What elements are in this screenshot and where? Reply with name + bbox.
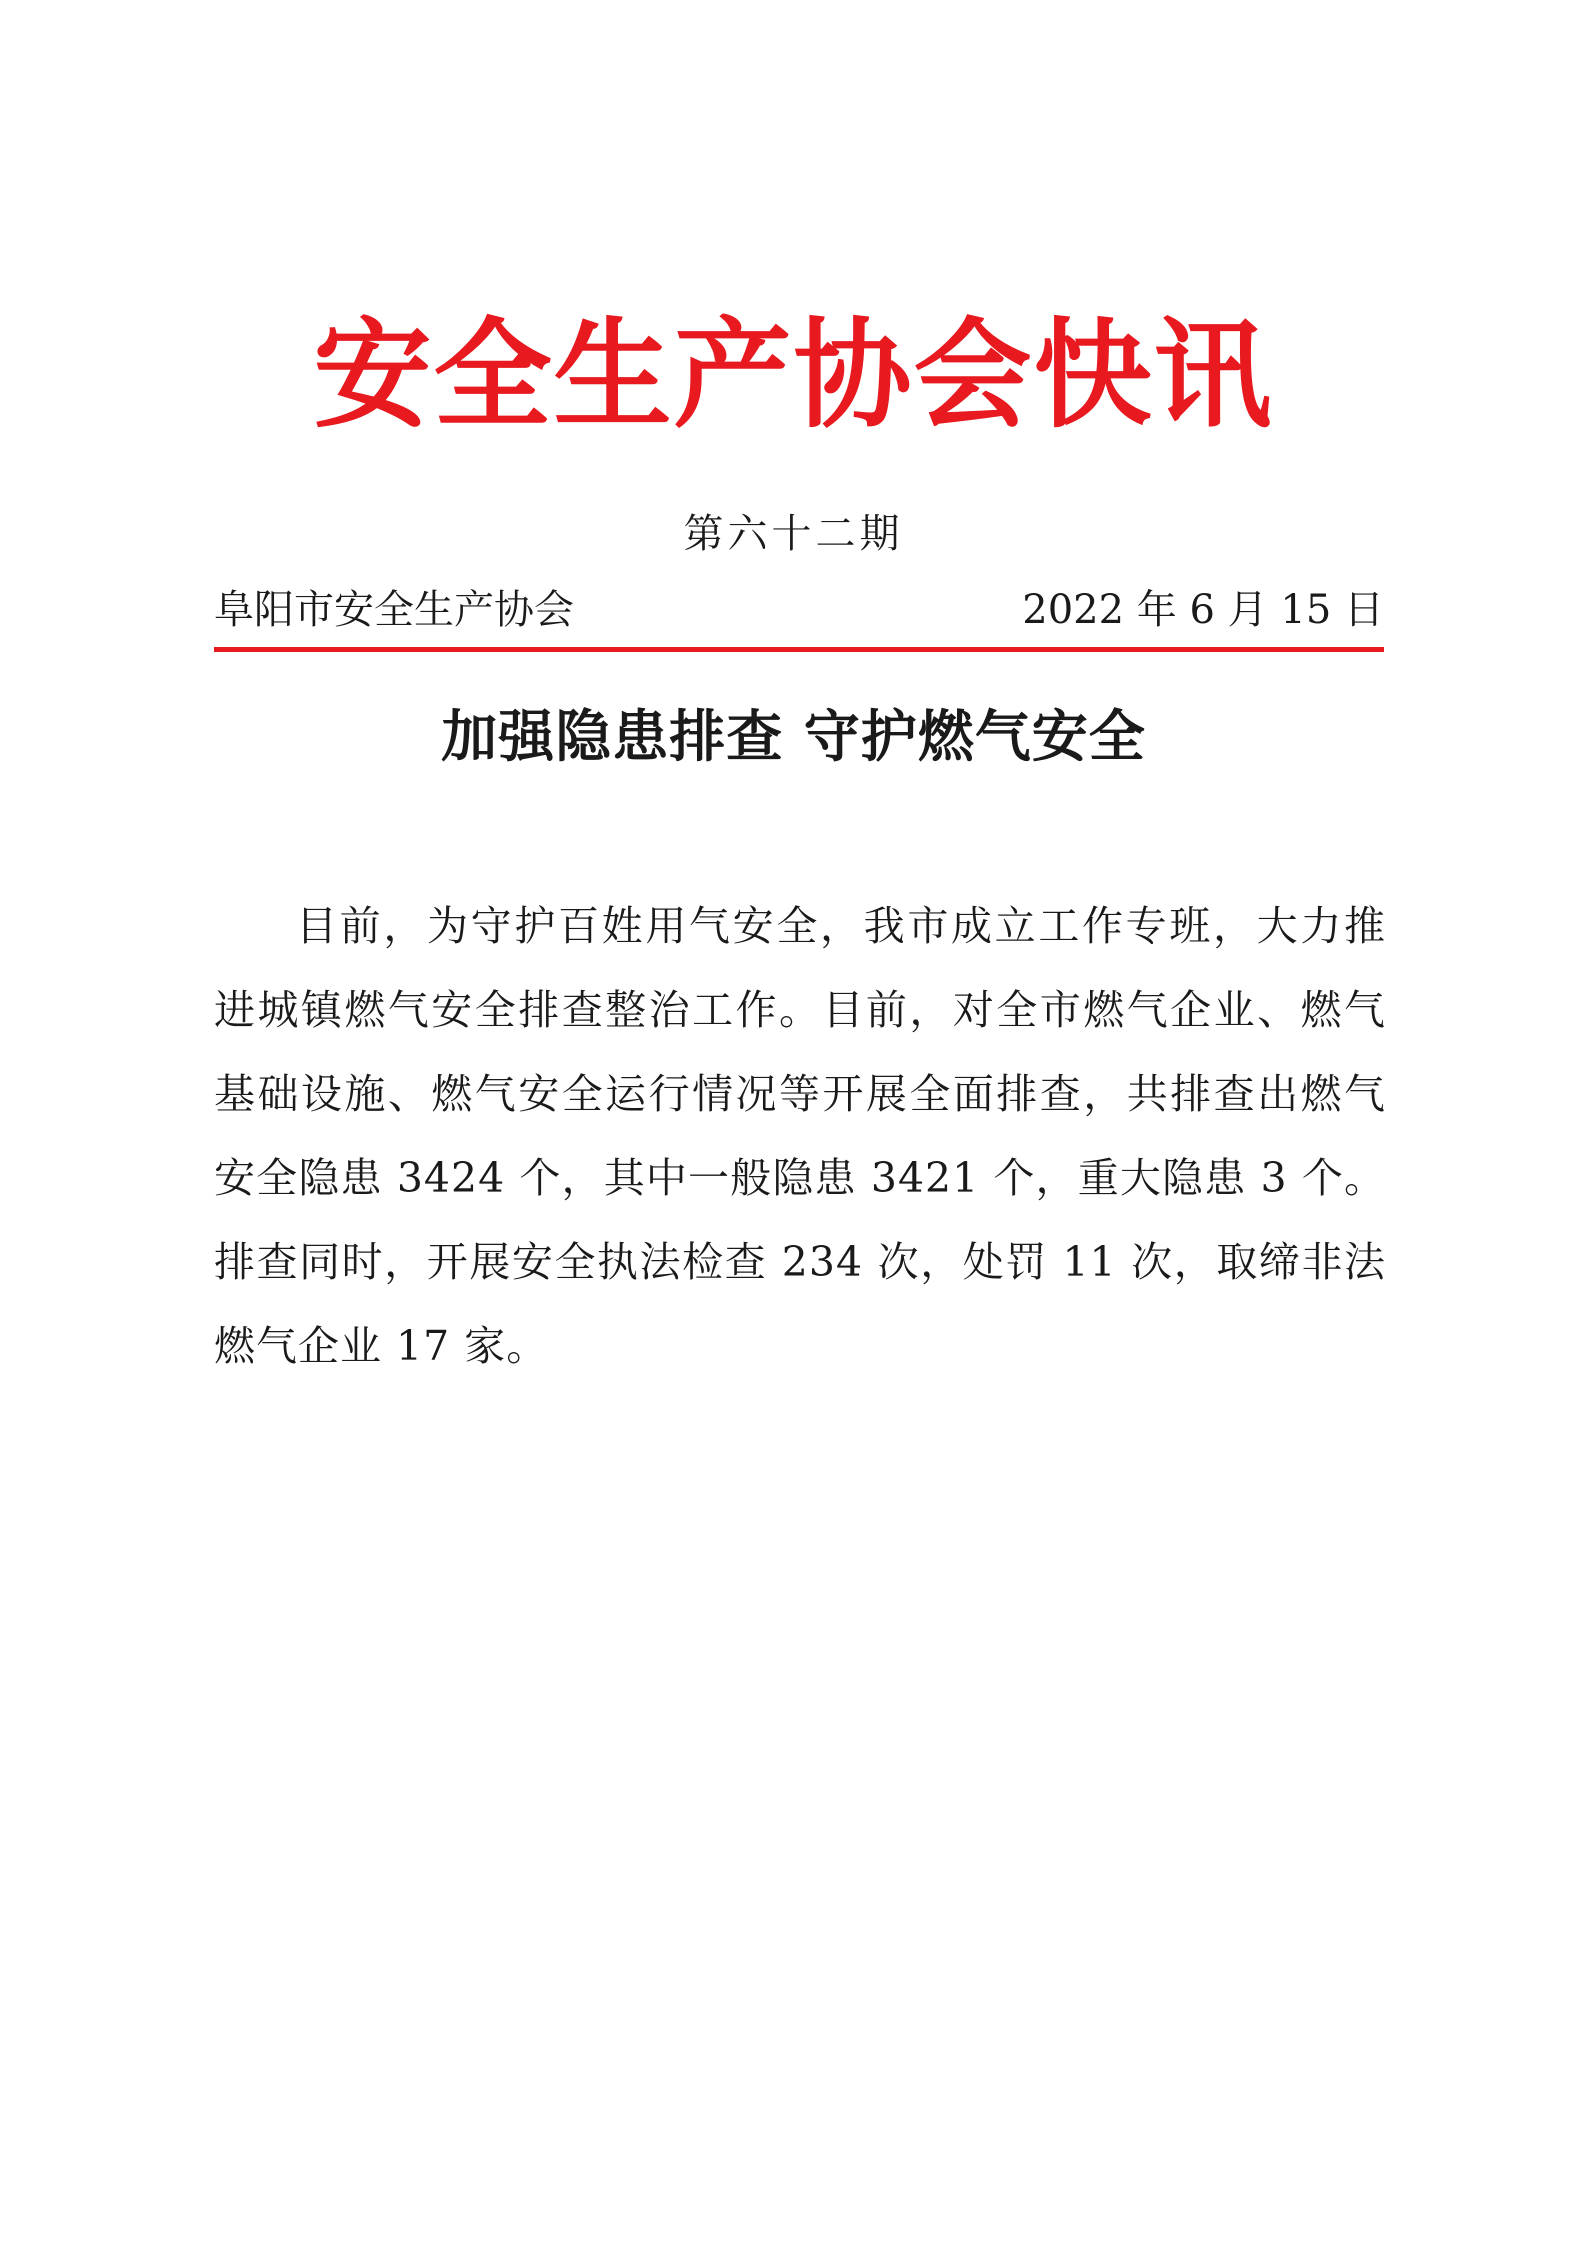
organization-name: 阜阳市安全生产协会 [214,587,574,633]
article-body: 目前，为守护百姓用气安全，我市成立工作专班，大力推进城镇燃气安全排查整治工作。目前，对全市燃气企业、燃气基础设施、燃气安全运行情况等开展全面排查，共排查出燃气安全隐患 3424 个，其中一般隐患 3421 个，重大隐患 3 个。排查同时，开展安全执法检查 234 次，处罚 11 次，取缔非法燃气企业 17 家。 [214,902,1386,1370]
publication-date: 2022 年 6 月 15 日 [1022,587,1384,633]
issue-number: 第六十二期 [683,511,904,557]
meta-row [214,580,1384,640]
red-divider [214,647,1384,652]
masthead-title: 安全生产协会快讯 [313,306,1274,444]
article-title: 加强隐患排查 守护燃气安全 [441,705,1146,770]
